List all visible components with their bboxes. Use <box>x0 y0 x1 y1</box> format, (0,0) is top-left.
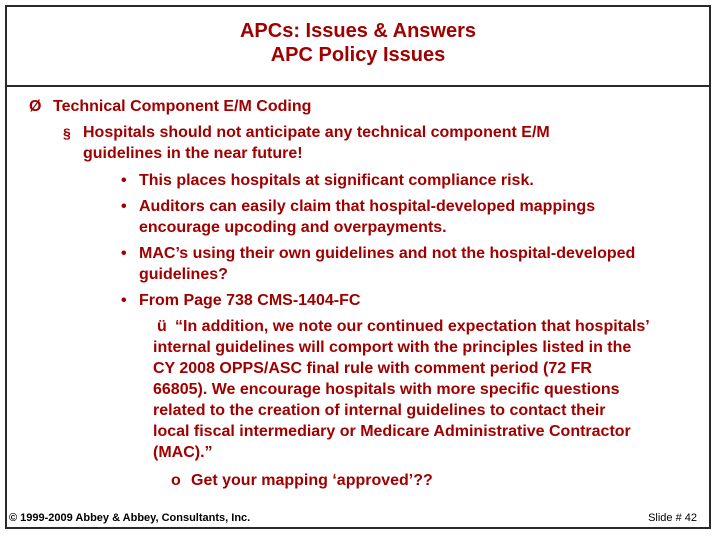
check-bullet-icon: ü <box>157 318 167 335</box>
point-2-line-2: encourage upcoding and overpayments. <box>139 219 447 236</box>
quote-line-5: related to the creation of internal guidelines to contact their <box>153 402 606 419</box>
topic-text: Technical Component E/M Coding <box>53 98 312 115</box>
sub-point-line-2: guidelines in the near future! <box>83 145 303 162</box>
slide-title <box>7 7 709 87</box>
quote-line-4: 66805). We encourage hospitals with more specific questions <box>153 381 620 398</box>
dot-bullet-icon: • <box>121 198 127 215</box>
slide-number: Slide # 42 <box>648 512 697 524</box>
quote-line-6: local fiscal intermediary or Medicare Administrative Contractor <box>153 423 631 440</box>
square-bullet-icon: § <box>63 125 71 141</box>
quote-line-3: CY 2008 OPPS/ASC final rule with comment period (72 FR <box>153 360 592 377</box>
point-3-line-2: guidelines? <box>139 266 228 283</box>
dot-bullet-icon: • <box>121 172 127 189</box>
point-4-text: From Page 738 CMS-1404-FC <box>139 292 361 309</box>
dot-bullet-icon: • <box>121 245 127 262</box>
quote-line-2: internal guidelines will comport with the principles listed in the <box>153 339 632 356</box>
copyright-footer: © 1999-2009 Abbey & Abbey, Consultants, Inc. <box>9 512 251 524</box>
quote-line-7: (MAC).” <box>153 444 213 461</box>
point-2-line-1: Auditors can easily claim that hospital-developed mappings <box>139 198 596 215</box>
quote-line-1: “In addition, we note our continued expectation that hospitals’ <box>175 318 650 335</box>
slide-frame <box>5 5 711 529</box>
final-text: Get your mapping ‘approved’?? <box>191 472 433 489</box>
dot-bullet-icon: • <box>121 292 127 309</box>
title-line-1: APCs: Issues & Answers <box>239 20 476 42</box>
arrow-bullet-icon: Ø <box>29 98 42 115</box>
title-line-2: APC Policy Issues <box>270 44 446 66</box>
sub-point-line-1: Hospitals should not anticipate any technical component E/M <box>83 124 550 141</box>
point-3-line-1: MAC’s using their own guidelines and not the hospital-developed <box>139 245 636 262</box>
point-1-text: This places hospitals at significant compliance risk. <box>139 172 534 189</box>
circle-bullet-icon: o <box>171 472 181 489</box>
